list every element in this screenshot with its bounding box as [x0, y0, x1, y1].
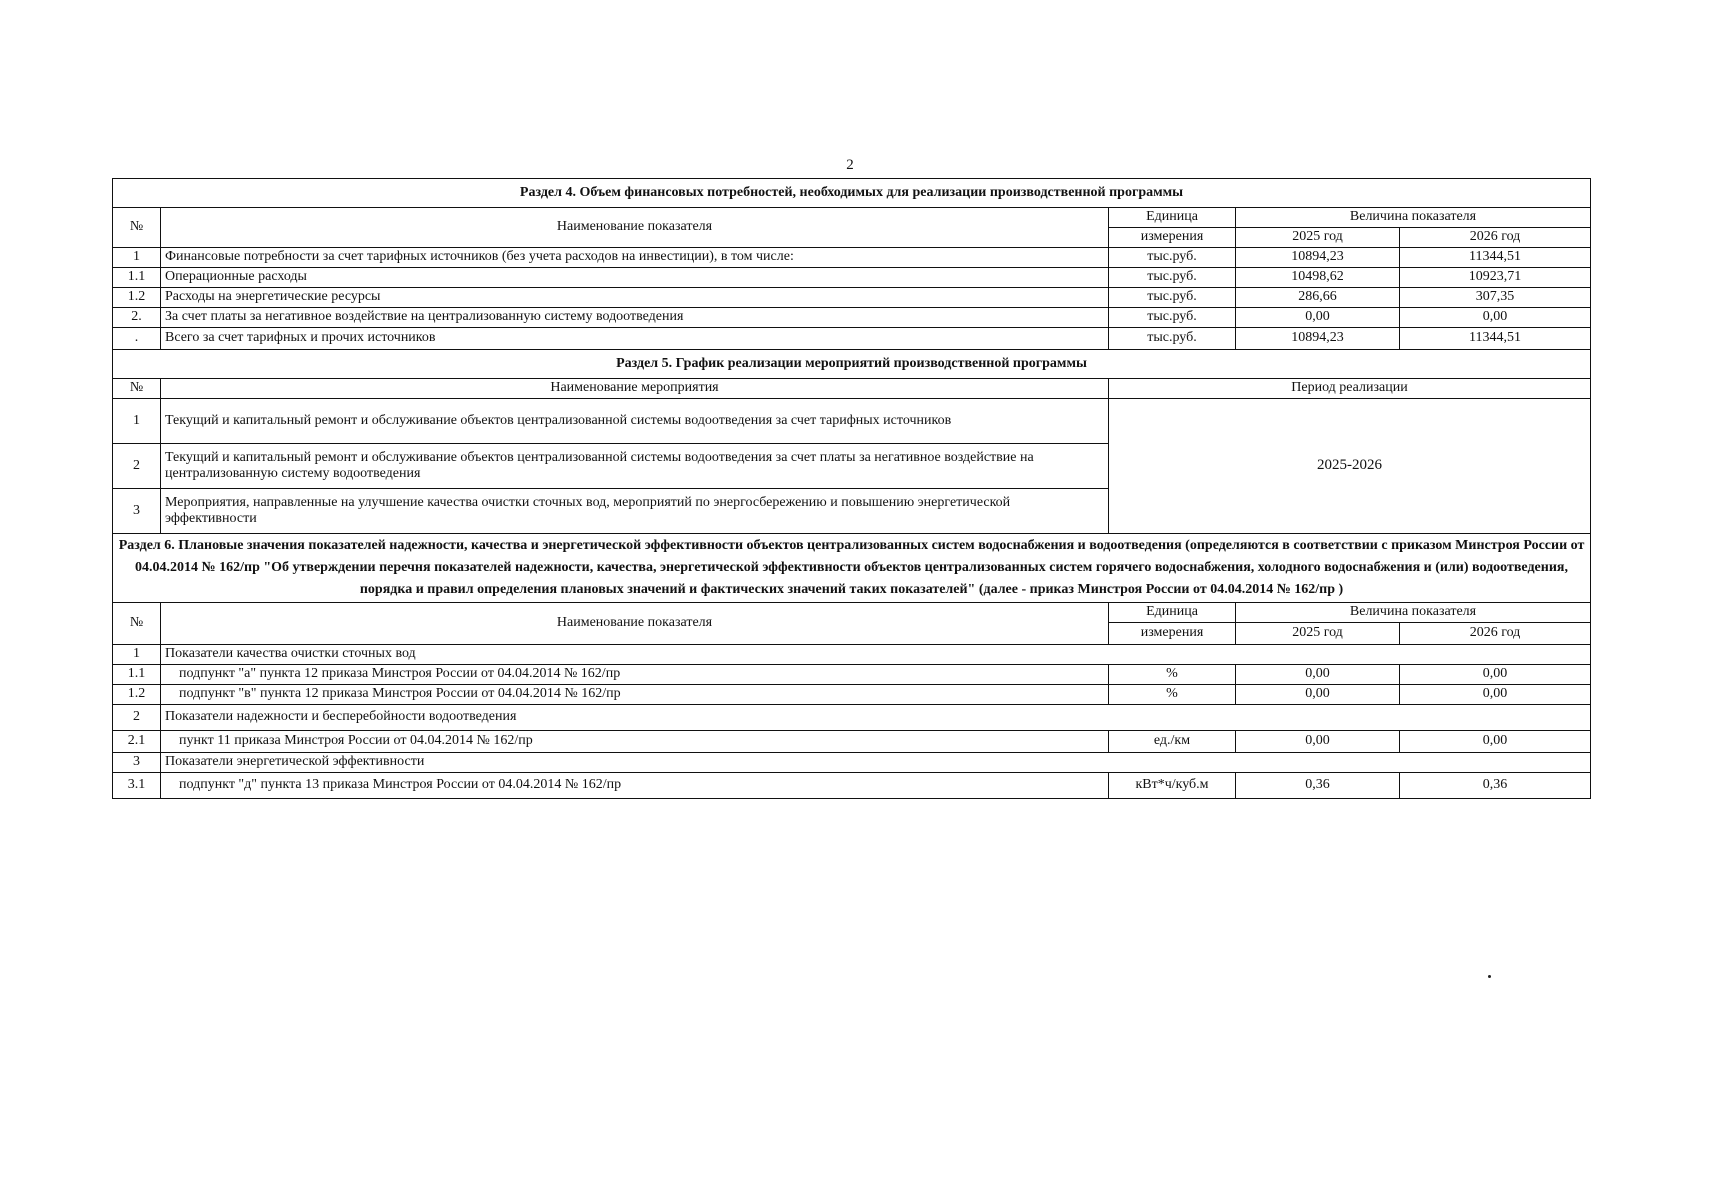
header-year-2026: 2026 год: [1400, 228, 1591, 248]
row-unit: тыс.руб.: [1109, 288, 1236, 308]
row-name: Всего за счет тарифных и прочих источников: [161, 328, 1109, 350]
row-value-2025: 0,00: [1236, 308, 1400, 328]
row-value-2026: 11344,51: [1400, 328, 1591, 350]
row-unit: кВт*ч/куб.м: [1109, 773, 1236, 799]
header-unit-line2: измерения: [1109, 228, 1236, 248]
table-row: [113, 685, 1591, 705]
table-row: [113, 288, 1591, 308]
section4-header-row: [113, 208, 1591, 228]
header-year-2025: 2025 год: [1236, 623, 1400, 645]
group-num: 1: [113, 645, 161, 665]
row-value-2026: 10923,71: [1400, 268, 1591, 288]
event-name: Мероприятия, направленные на улучшение качества очистки сточных вод, мероприятий по энергосбережению и повышению энергетической эффективности: [161, 489, 1109, 534]
header-event-name: Наименование мероприятия: [161, 379, 1109, 399]
header-name: Наименование показателя: [161, 208, 1109, 248]
row-value-2026: 0,00: [1400, 685, 1591, 705]
header-unit-line1: Единица: [1109, 208, 1236, 228]
table-row-total: [113, 328, 1591, 350]
header-year-2025: 2025 год: [1236, 228, 1400, 248]
group-num: 3: [113, 753, 161, 773]
header-value-group: Величина показателя: [1236, 603, 1591, 623]
row-value-2025: 10498,62: [1236, 268, 1400, 288]
row-unit: тыс.руб.: [1109, 328, 1236, 350]
row-value-2025: 0,00: [1236, 665, 1400, 685]
row-name: За счет платы за негативное воздействие на централизованную систему водоотведения: [161, 308, 1109, 328]
section5-title: Раздел 5. График реализации мероприятий производственной программы: [113, 350, 1591, 379]
period-value: 2025-2026: [1109, 399, 1591, 534]
section4-title-row: [113, 179, 1591, 208]
section5-header-row: [113, 379, 1591, 399]
group-name: Показатели надежности и бесперебойности водоотведения: [161, 705, 1591, 731]
event-name: Текущий и капитальный ремонт и обслуживание объектов централизованной системы водоотведения за счет тарифных источников: [161, 399, 1109, 444]
row-unit: тыс.руб.: [1109, 308, 1236, 328]
scan-speck: [1488, 975, 1491, 978]
row-value-2026: 0,00: [1400, 308, 1591, 328]
row-num: 2.: [113, 308, 161, 328]
row-unit: %: [1109, 685, 1236, 705]
group-name: Показатели качества очистки сточных вод: [161, 645, 1591, 665]
row-num: 1.1: [113, 268, 161, 288]
header-year-2026: 2026 год: [1400, 623, 1591, 645]
group-row: [113, 705, 1591, 731]
row-value-2026: 0,36: [1400, 773, 1591, 799]
section6-header-row: [113, 603, 1591, 623]
row-unit: тыс.руб.: [1109, 248, 1236, 268]
table-row: [113, 268, 1591, 288]
row-unit: %: [1109, 665, 1236, 685]
table-row: [113, 665, 1591, 685]
row-value-2025: 10894,23: [1236, 248, 1400, 268]
row-num: 2.1: [113, 731, 161, 753]
row-num: 1: [113, 248, 161, 268]
group-num: 2: [113, 705, 161, 731]
row-num: 3.1: [113, 773, 161, 799]
group-row: [113, 753, 1591, 773]
row-value-2026: 307,35: [1400, 288, 1591, 308]
table-row: [113, 773, 1591, 799]
row-value-2026: 0,00: [1400, 731, 1591, 753]
row-value-2025: 0,36: [1236, 773, 1400, 799]
section6-title: Раздел 6. Плановые значения показателей надежности, качества и энергетической эффективности объектов централизованных систем водоснабжения и водоотведения (определяются в соответствии с приказом Минстроя России от 04.04.2014 № 162/пр "Об утверждении перечня показателей надежности, качества, энергетической эффективности объектов централизованных систем горячего водоснабжения, холодного водоснабжения и (или) водоотведения, порядка и правил определения плановых значений и фактических значений таких показателей" (далее - приказ Минстроя России от 04.04.2014 № 162/пр ): [113, 534, 1591, 603]
group-name: Показатели энергетической эффективности: [161, 753, 1591, 773]
row-value-2025: 0,00: [1236, 731, 1400, 753]
header-period: Период реализации: [1109, 379, 1591, 399]
table-row: [113, 308, 1591, 328]
page-number: 2: [846, 157, 854, 173]
section4-title: Раздел 4. Объем финансовых потребностей, необходимых для реализации производственной программы: [113, 179, 1591, 208]
row-num: .: [113, 328, 161, 350]
row-name: Финансовые потребности за счет тарифных источников (без учета расходов на инвестиции), в том числе:: [161, 248, 1109, 268]
row-num: 1.1: [113, 665, 161, 685]
row-value-2026: 0,00: [1400, 665, 1591, 685]
row-value-2025: 0,00: [1236, 685, 1400, 705]
header-unit-line2: измерения: [1109, 623, 1236, 645]
header-name: Наименование показателя: [161, 603, 1109, 645]
row-value-2025: 10894,23: [1236, 328, 1400, 350]
header-num: №: [113, 208, 161, 248]
row-num: 1.2: [113, 288, 161, 308]
row-name: подпункт "д" пункта 13 приказа Минстроя России от 04.04.2014 № 162/пр: [161, 773, 1109, 799]
group-row: [113, 645, 1591, 665]
row-name: пункт 11 приказа Минстроя России от 04.04.2014 № 162/пр: [161, 731, 1109, 753]
event-num: 3: [113, 489, 161, 534]
row-value-2026: 11344,51: [1400, 248, 1591, 268]
section6-title-row: [113, 534, 1591, 603]
row-value-2025: 286,66: [1236, 288, 1400, 308]
header-num: №: [113, 603, 161, 645]
row-name: подпункт "в" пункта 12 приказа Минстроя России от 04.04.2014 № 162/пр: [161, 685, 1109, 705]
row-name: подпункт "а" пункта 12 приказа Минстроя России от 04.04.2014 № 162/пр: [161, 665, 1109, 685]
table-row: [113, 731, 1591, 753]
header-value-group: Величина показателя: [1236, 208, 1591, 228]
header-unit-line1: Единица: [1109, 603, 1236, 623]
row-name: Расходы на энергетические ресурсы: [161, 288, 1109, 308]
header-num: №: [113, 379, 161, 399]
row-unit: тыс.руб.: [1109, 268, 1236, 288]
section5-title-row: [113, 350, 1591, 379]
event-num: 2: [113, 444, 161, 489]
program-table: [112, 178, 1591, 799]
table-row: [113, 248, 1591, 268]
row-name: Операционные расходы: [161, 268, 1109, 288]
row-num: 1.2: [113, 685, 161, 705]
event-row: [113, 399, 1591, 444]
event-name: Текущий и капитальный ремонт и обслуживание объектов централизованной системы водоотведения за счет платы за негативное воздействие на централизованную систему водоотведения: [161, 444, 1109, 489]
event-num: 1: [113, 399, 161, 444]
row-unit: ед./км: [1109, 731, 1236, 753]
